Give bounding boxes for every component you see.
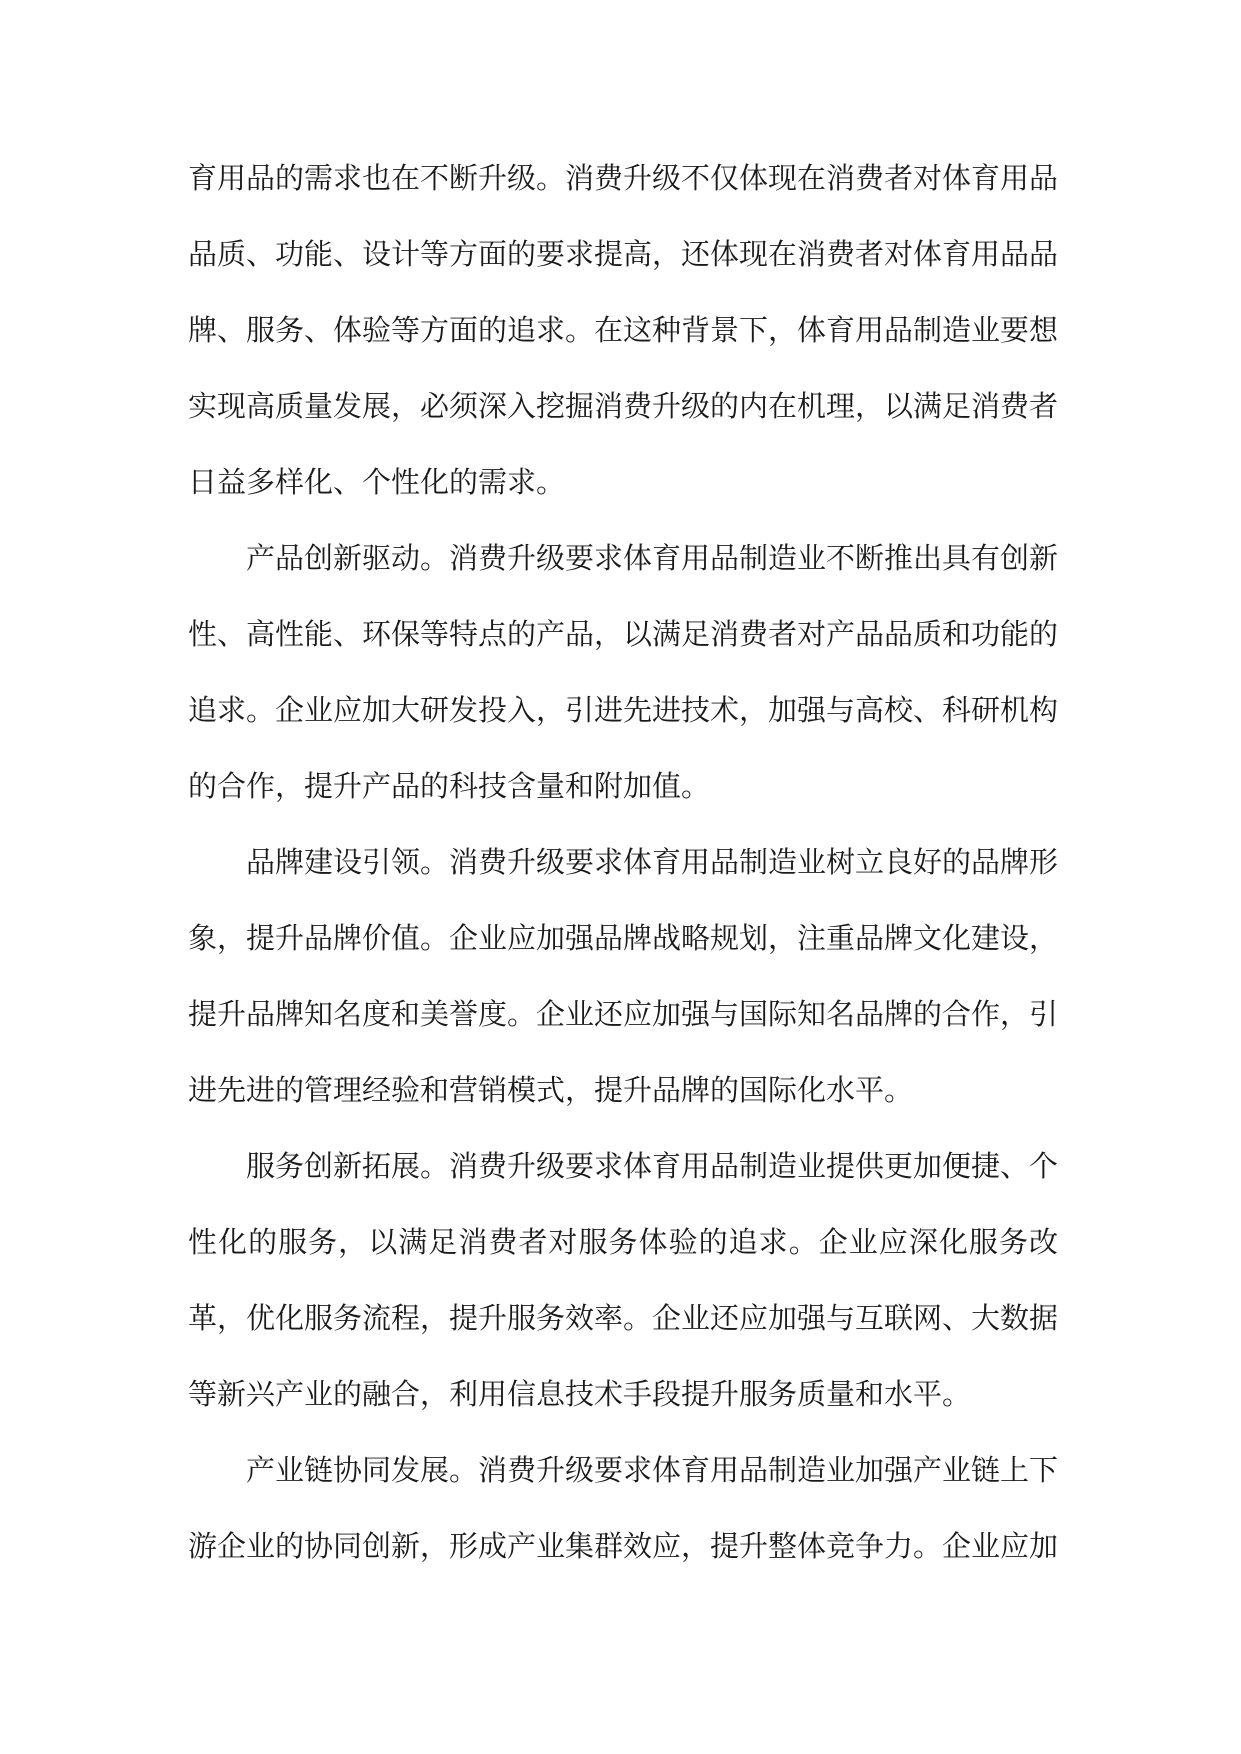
- document-body: [188, 140, 1058, 1584]
- paragraph-brand-building: 品牌建设引领。消费升级要求体育用品制造业树立良好的品牌形象，提升品牌价值。企业应加强品牌战略规划，注重品牌文化建设，提升品牌知名度和美誉度。企业还应加强与国际知名品牌的合作，引进先进的管理经验和营销模式，提升品牌的国际化水平。: [188, 845, 1059, 1107]
- paragraph-consumption-upgrade-continued: 育用品的需求也在不断升级。消费升级不仅体现在消费者对体育用品品质、功能、设计等方面的要求提高，还体现在消费者对体育用品品牌、服务、体验等方面的追求。在这种背景下，体育用品制造业要想实现高质量发展，必须深入挖掘消费升级的内在机理，以满足消费者日益多样化、个性化的需求。: [188, 161, 1059, 499]
- paragraph-service-innovation: 服务创新拓展。消费升级要求体育用品制造业提供更加便捷、个性化的服务，以满足消费者对服务体验的追求。企业应深化服务改革，优化服务流程，提升服务效率。企业还应加强与互联网、大数据等新兴产业的融合，利用信息技术手段提升服务质量和水平。: [188, 1149, 1059, 1411]
- paragraph-industry-chain: 产业链协同发展。消费升级要求体育用品制造业加强产业链上下游企业的协同创新，形成产业集群效应，提升整体竞争力。企业应加: [188, 1453, 1059, 1563]
- paragraph-product-innovation: 产品创新驱动。消费升级要求体育用品制造业不断推出具有创新性、高性能、环保等特点的产品，以满足消费者对产品品质和功能的追求。企业应加大研发投入，引进先进技术，加强与高校、科研机构的合作，提升产品的科技含量和附加值。: [188, 541, 1059, 803]
